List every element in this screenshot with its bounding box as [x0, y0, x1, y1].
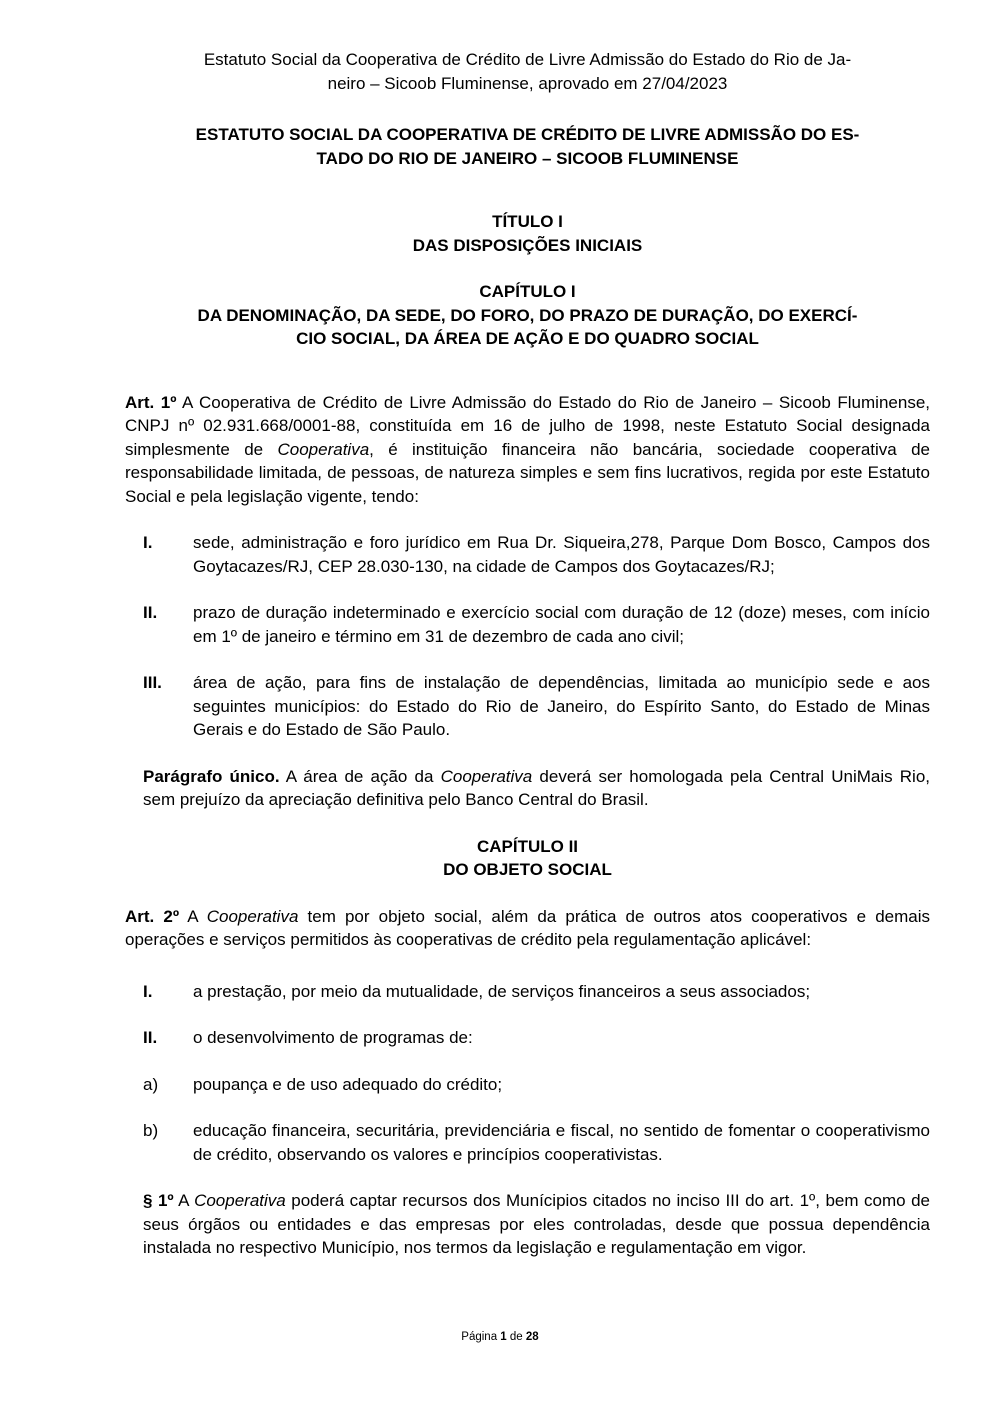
list-item-art2-a [125, 1073, 930, 1097]
item-letter: b) [143, 1121, 159, 1140]
item-number: I. [143, 981, 153, 1001]
article-2-text-2: tem por objeto social, além da prática de outros atos cooperativos e demais operações e serviços permitidos às cooperativas de crédito pela regulamentação aplicável: [125, 906, 930, 949]
paragraph-1-italic-term: Cooperativa [194, 1191, 286, 1210]
item-number: I. [143, 533, 153, 552]
document-title-line-1: ESTATUTO SOCIAL DA COOPERATIVA DE CRÉDITO DE LIVRE ADMISSÃO DO ES- [195, 125, 860, 144]
capitulo-i-line-1: CAPÍTULO I [479, 282, 576, 301]
list-item-art1-iii [125, 671, 930, 742]
section-heading-capitulo-i [125, 280, 930, 351]
list-item-art1-ii [125, 601, 930, 648]
document-header [125, 48, 930, 95]
list-item-art2-i [125, 980, 930, 1004]
page-footer-prefix: Página [461, 1331, 498, 1343]
paragraph-1-article-2 [143, 1189, 930, 1260]
paragrafo-unico-paragraph [143, 765, 930, 812]
item-number: II. [143, 603, 158, 622]
article-2-label: Art. 2º [125, 906, 180, 926]
list-item-art1-i [125, 531, 930, 578]
document-header-line-1: Estatuto Social da Cooperativa de Crédito de Livre Admissão do Estado do Rio de Ja- [203, 50, 852, 69]
item-text: área de ação, para fins de instalação de dependências, limitada ao município sede e aos seguintes municípios: do Estado do Rio de Janeiro, do Espírito Santo, do Estado de Minas Gerais e do Estado de São Paulo. [193, 673, 930, 739]
paragrafo-unico-text-1: A área de ação da [279, 766, 441, 786]
page-total: 28 [525, 1331, 539, 1343]
document-title [125, 123, 930, 170]
section-heading-capitulo-ii [125, 835, 930, 882]
capitulo-ii-line-1: CAPÍTULO II [476, 836, 579, 856]
paragrafo-unico-label: Parágrafo único. [143, 766, 280, 786]
item-number: II. [143, 1028, 158, 1047]
capitulo-i-line-3: CIO SOCIAL, DA ÁREA DE AÇÃO E DO QUADRO SOCIAL [296, 329, 759, 348]
paragrafo-unico-italic-term: Cooperativa [440, 766, 533, 786]
capitulo-i-line-2: DA DENOMINAÇÃO, DA SEDE, DO FORO, DO PRAZO DE DURAÇÃO, DO EXERCÍ- [197, 305, 858, 325]
article-1-paragraph [125, 391, 930, 509]
item-text: a prestação, por meio da mutualidade, de serviços financeiros a seus associados; [193, 981, 811, 1001]
article-1-text-2: , é instituição financeira não bancária, sociedade cooperativa de responsabilidade limitada, de pessoas, de natureza simples e sem fins lucrativos, regida por este Estatuto Social e pela legislação vigente, tendo: [125, 439, 931, 506]
page-footer-of: de [509, 1331, 523, 1343]
article-2-italic-term: Cooperativa [206, 906, 299, 926]
article-2-paragraph [125, 905, 930, 952]
item-number: III. [143, 673, 162, 692]
article-1-italic-term: Cooperativa [277, 439, 370, 459]
page-footer [0, 1330, 1000, 1344]
document-title-line-2: TADO DO RIO DE JANEIRO – SICOOB FLUMINENSE [316, 148, 739, 168]
article-2-text-1: A [179, 906, 207, 926]
titulo-i-line-2: DAS DISPOSIÇÕES INICIAIS [412, 235, 643, 255]
list-item-art2-b [125, 1119, 930, 1166]
article-1-text-1: A Cooperativa de Crédito de Livre Admissão do Estado do Rio de Janeiro – Sicoob Fluminense, CNPJ nº 02.931.668/0001-88, constituída em 16 de julho de 1998, neste Estatuto Social designada simplesmente de [125, 392, 930, 459]
capitulo-ii-line-2: DO OBJETO SOCIAL [443, 860, 612, 879]
list-item-art2-ii [125, 1026, 930, 1050]
paragraph-1-text-2: poderá captar recursos dos Munícipios citados no inciso III do art. 1º, bem como de seus órgãos ou entidades e das empresas por eles controladas, desde que possua dependência instalada no respectivo Município, nos termos da legislação e regulamentação em vigor. [143, 1191, 930, 1257]
paragraph-1-text-1: A [173, 1191, 195, 1210]
item-text: educação financeira, securitária, previdenciária e fiscal, no sentido de fomentar o cooperativismo de crédito, observando os valores e princípios cooperativistas. [193, 1121, 930, 1164]
item-letter: a) [143, 1074, 159, 1094]
paragraph-1-label: § 1º [143, 1191, 174, 1210]
item-text: o desenvolvimento de programas de: [193, 1028, 473, 1047]
titulo-i-line-1: TÍTULO I [492, 212, 563, 231]
paragrafo-unico-text-2: deverá ser homologada pela Central UniMais Rio, sem prejuízo da apreciação definitiva pelo Banco Central do Brasil. [143, 766, 931, 809]
item-text: prazo de duração indeterminado e exercício social com duração de 12 (doze) meses, com início em 1º de janeiro e término em 31 de dezembro de cada ano civil; [193, 603, 930, 646]
page-number: 1 [500, 1331, 507, 1343]
document-header-line-2: neiro – Sicoob Fluminense, aprovado em 27/04/2023 [327, 73, 728, 93]
item-text: poupança e de uso adequado do crédito; [193, 1074, 503, 1094]
item-text: sede, administração e foro jurídico em Rua Dr. Siqueira,278, Parque Dom Bosco, Campos dos Goytacazes/RJ, CEP 28.030-130, na cidade de Campos dos Goytacazes/RJ; [193, 533, 930, 576]
article-1-label: Art. 1º [125, 392, 177, 412]
section-heading-titulo-i [125, 210, 930, 257]
